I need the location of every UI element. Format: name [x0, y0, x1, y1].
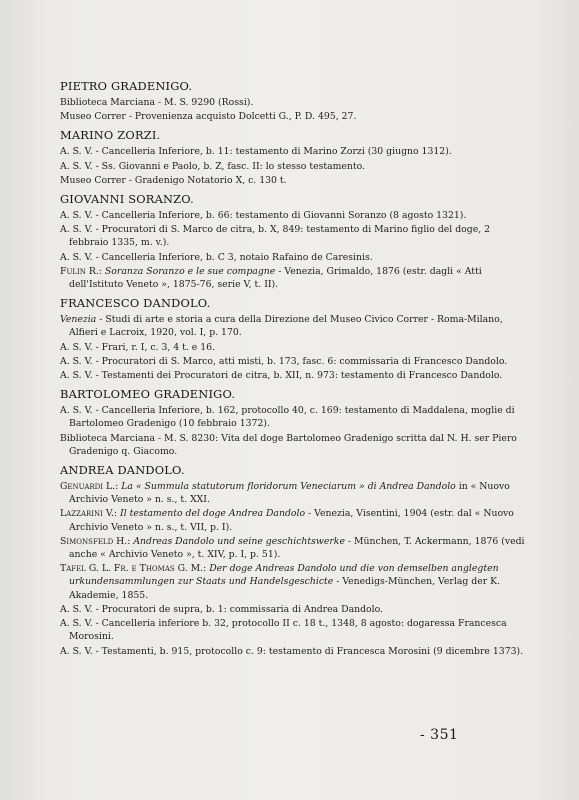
entry-text: - Venedigs-München, Verlag der K. Akademie, 1855. — [69, 576, 501, 601]
work-title: Il testamento del doge Andrea Dandolo — [120, 508, 306, 520]
entry-text: A. S. V. - Cancelleria Inferiore, b. 11: testamento di Marino Zorzi (30 giugno 1312). — [60, 146, 452, 158]
entry-text: - München, T. Ackermann, 1876 (vedi anche « Archivio Veneto », t. XIV, p. I, p. 51). — [69, 535, 525, 561]
entry-text: A. S. V. - Cancelleria Inferiore, b. 66: testamento di Giovanni Soranzo (8 agosto 1321). — [60, 210, 467, 222]
bibliography-entry — [60, 404, 532, 430]
bibliography-section — [60, 296, 532, 382]
bibliography-entry — [60, 617, 532, 643]
entry-text: Museo Correr - Provenienza acquisto Dolcetti G., P. D. 495, 27. — [60, 111, 357, 123]
section-heading: BARTOLOMEO GRADENIGO. — [60, 387, 236, 402]
work-title: Der doge Andreas Dandolo und die von demselben anglegten urkundensammlungen zur Staats und Handelsgeschicte — [69, 563, 499, 588]
bibliography-entry — [60, 96, 532, 109]
entry-text: - Venezia, Grimaldo, 1876 (estr. dagli « Atti dell'Istituto Veneto », 1875-76, serie V, t. II). — [69, 265, 482, 291]
bibliography-entry — [60, 507, 532, 533]
entry-text: A. S. V. - Cancelleria Inferiore, b. C 3, notaio Rafaino de Caresinis. — [60, 251, 373, 263]
bibliography-entry — [60, 251, 532, 264]
bibliography-entry — [60, 535, 532, 561]
bibliography-entry — [60, 355, 532, 368]
entry-text: A. S. V. - Testamenti, b. 915, protocollo c. 9: testamento di Francesca Morosini (9 dicembre 1373). — [60, 645, 524, 657]
entry-text: A. S. V. - Procuratori di S. Marco de citra, b. X, 849: testamento di Marino figlio del doge, 2 febbraio 1335, m. v.). — [60, 224, 491, 249]
bibliography-entry — [60, 313, 532, 339]
bibliography-entry — [60, 145, 532, 158]
bibliography-section — [60, 463, 532, 658]
bibliography-entry — [60, 562, 532, 602]
entry-text: A. S. V. - Testamenti dei Procuratori de citra, b. XII, n. 973: testamento di Francesco Dandolo. — [60, 370, 503, 382]
bibliography-entry — [60, 160, 532, 173]
author-name: Tafel G. L. Fr. e Thomas G. M.: — [60, 563, 207, 575]
section-heading: ANDREA DANDOLO. — [60, 463, 185, 478]
bibliography-entry — [60, 341, 532, 354]
entry-text: A. S. V. - Frari, r. I, c. 3, 4 t. e 16. — [60, 341, 216, 353]
bibliography-entry — [60, 603, 532, 616]
bibliography-entry — [60, 480, 532, 506]
entry-text: Biblioteca Marciana - M. S. 9290 (Rossi). — [60, 97, 254, 108]
entry-text: A. S. V. - Cancelleria inferiore b. 32, protocollo II c. 18 t., 1348, 8 agosto: dogaressa Francesca Morosini. — [60, 618, 507, 643]
section-heading: FRANCESCO DANDOLO. — [60, 296, 211, 311]
bibliography-entry — [60, 369, 532, 382]
entry-text: A. S. V. - Procuratori de supra, b. 1: commissaria di Andrea Dandolo. — [60, 603, 384, 615]
bibliography-entry — [60, 432, 532, 458]
bibliography-entry — [60, 110, 532, 123]
entry-text: in « Nuovo Archivio Veneto » n. s., t. XXI. — [69, 481, 510, 506]
section-heading: PIETRO GRADENIGO. — [60, 79, 193, 93]
bibliography-entry — [60, 174, 532, 187]
bibliography-section — [60, 79, 532, 123]
bibliography-list — [60, 79, 532, 663]
section-heading: MARINO ZORZI. — [60, 128, 161, 143]
bibliography-section — [60, 387, 532, 458]
entry-text: A. S. V. - Ss. Giovanni e Paolo, b. Z, fasc. II: lo stesso testamento. — [60, 160, 366, 172]
work-title: Andreas Dandolo und seine geschichtswerke — [133, 535, 345, 547]
author-name: Lazzarini V.: — [60, 508, 118, 520]
work-title: Venezia — [60, 314, 97, 326]
author-name: Fulin R.: — [60, 265, 102, 277]
entry-text: A. S. V. - Procuratori di S. Marco, atti misti, b. 173, fasc. 6: commissaria di Francesco Dandolo. — [60, 355, 508, 367]
entry-text: - Studi di arte e storia a cura della Direzione del Museo Civico Correr - Roma-Milano, Alfieri e Lacroix, 1920, vol. I, p. 170. — [69, 314, 503, 339]
entry-text: A. S. V. - Cancelleria Inferiore, b. 162, protocollo 40, c. 169: testamento di Maddalena, moglie di Bartolomeo Gradenigo (10 febbraio 1372). — [60, 405, 515, 430]
entry-text: - Venezia, Visentini, 1904 (estr. dal « Nuovo Archivio Veneto » n. s., t. VII, p. I). — [69, 508, 514, 533]
bibliography-section — [60, 128, 532, 187]
bibliography-entry — [60, 209, 532, 222]
work-title: Soranza Soranzo e le sue compagne — [104, 265, 276, 277]
author-name: Genuardi L.: — [60, 481, 119, 493]
bibliography-entry — [60, 645, 532, 658]
author-name: Simonsfeld H.: — [60, 535, 131, 547]
entry-text: Biblioteca Marciana - M. S. 8230: Vita del doge Bartolomeo Gradenigo scritta dal N. H. ser Piero Gradenigo q. Giacomo. — [60, 432, 517, 457]
bibliography-entry — [60, 265, 532, 291]
section-heading: GIOVANNI SORANZO. — [60, 192, 194, 207]
bibliography-entry — [60, 223, 532, 249]
entry-text: Museo Correr - Gradenigo Notatorio X, c. 130 t. — [60, 174, 287, 186]
bibliography-section — [60, 192, 532, 291]
page-number: - 351 — [420, 727, 459, 743]
work-title: La « Summula statutorum floridorum Veneciarum » di Andrea Dandolo — [121, 481, 456, 493]
